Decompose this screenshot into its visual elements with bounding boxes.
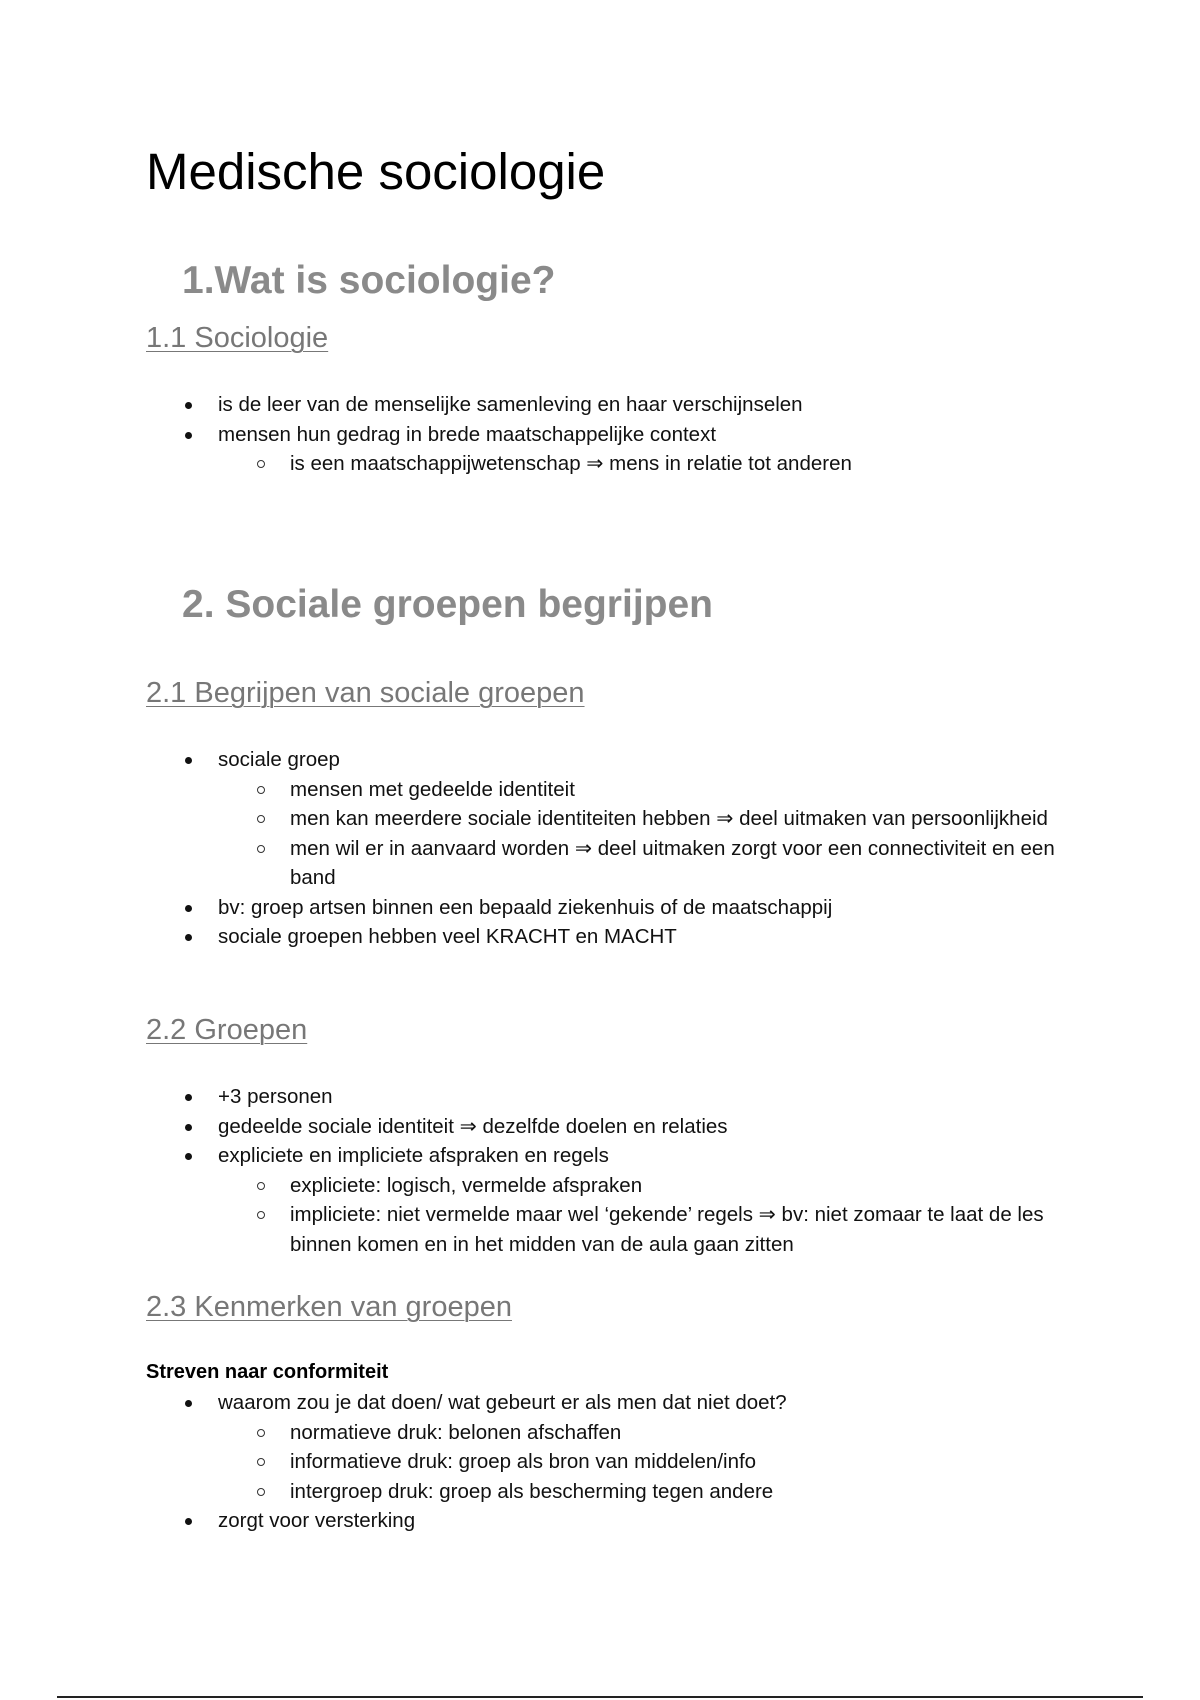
section-number: 1. [182,259,215,302]
list-item: +3 personen [0,1082,1200,1112]
subsection-heading: 1.1 Sociologie [146,322,329,354]
bullet-list [0,745,1200,952]
page-divider [57,1696,1143,1698]
list-item: expliciete: logisch, vermelde afspraken [0,1171,1060,1201]
list-item: bv: groep artsen binnen een bepaald ziekenhuis of de maatschappij [0,893,1200,923]
bullet-list [0,1082,1200,1259]
list-item: is de leer van de menselijke samenleving en haar verschijnselen [0,390,1200,420]
list-item: expliciete en impliciete afspraken en regels [0,1141,1200,1171]
list-item: waarom zou je dat doen/ wat gebeurt er als men dat niet doet? [0,1388,1200,1418]
bold-subheading: Streven naar conformiteit [146,1361,389,1383]
list-item: is een maatschappijwetenschap ⇒ mens in relatie tot anderen [0,449,1060,479]
list-item: intergroep druk: groep als bescherming tegen andere [0,1477,1060,1507]
list-item: mensen hun gedrag in brede maatschappelijke context [0,420,1200,450]
bullet-list [0,390,1200,479]
bullet-list [0,1388,1200,1536]
list-item: impliciete: niet vermelde maar wel ‘gekende’ regels ⇒ bv: niet zomaar te laat de les binnen komen en in het midden van de aula gaan zitten [0,1200,1060,1259]
list-item: men wil er in aanvaard worden ⇒ deel uitmaken zorgt voor een connectiviteit en een band [0,834,1060,893]
list-item: mensen met gedeelde identiteit [0,775,1060,805]
section-title: Wat is sociologie? [214,259,556,302]
subsection-heading: 2.2 Groepen [146,1014,308,1046]
list-item: sociale groep [0,745,1200,775]
section-heading [182,582,713,628]
section-title: Sociale groepen begrijpen [225,583,713,626]
section-heading [182,258,555,304]
subsection-heading: 2.3 Kenmerken van groepen [146,1291,512,1323]
list-item: zorgt voor versterking [0,1506,1200,1536]
list-item: men kan meerdere sociale identiteiten hebben ⇒ deel uitmaken van persoonlijkheid [0,804,1060,834]
page-title: Medische sociologie [146,143,606,200]
subsection-heading: 2.1 Begrijpen van sociale groepen [146,677,585,709]
list-item: informatieve druk: groep als bron van middelen/info [0,1447,1060,1477]
list-item: sociale groepen hebben veel KRACHT en MACHT [0,922,1200,952]
list-item: gedeelde sociale identiteit ⇒ dezelfde doelen en relaties [0,1112,1200,1142]
list-item: normatieve druk: belonen afschaffen [0,1418,1060,1448]
section-number: 2. [182,583,215,626]
